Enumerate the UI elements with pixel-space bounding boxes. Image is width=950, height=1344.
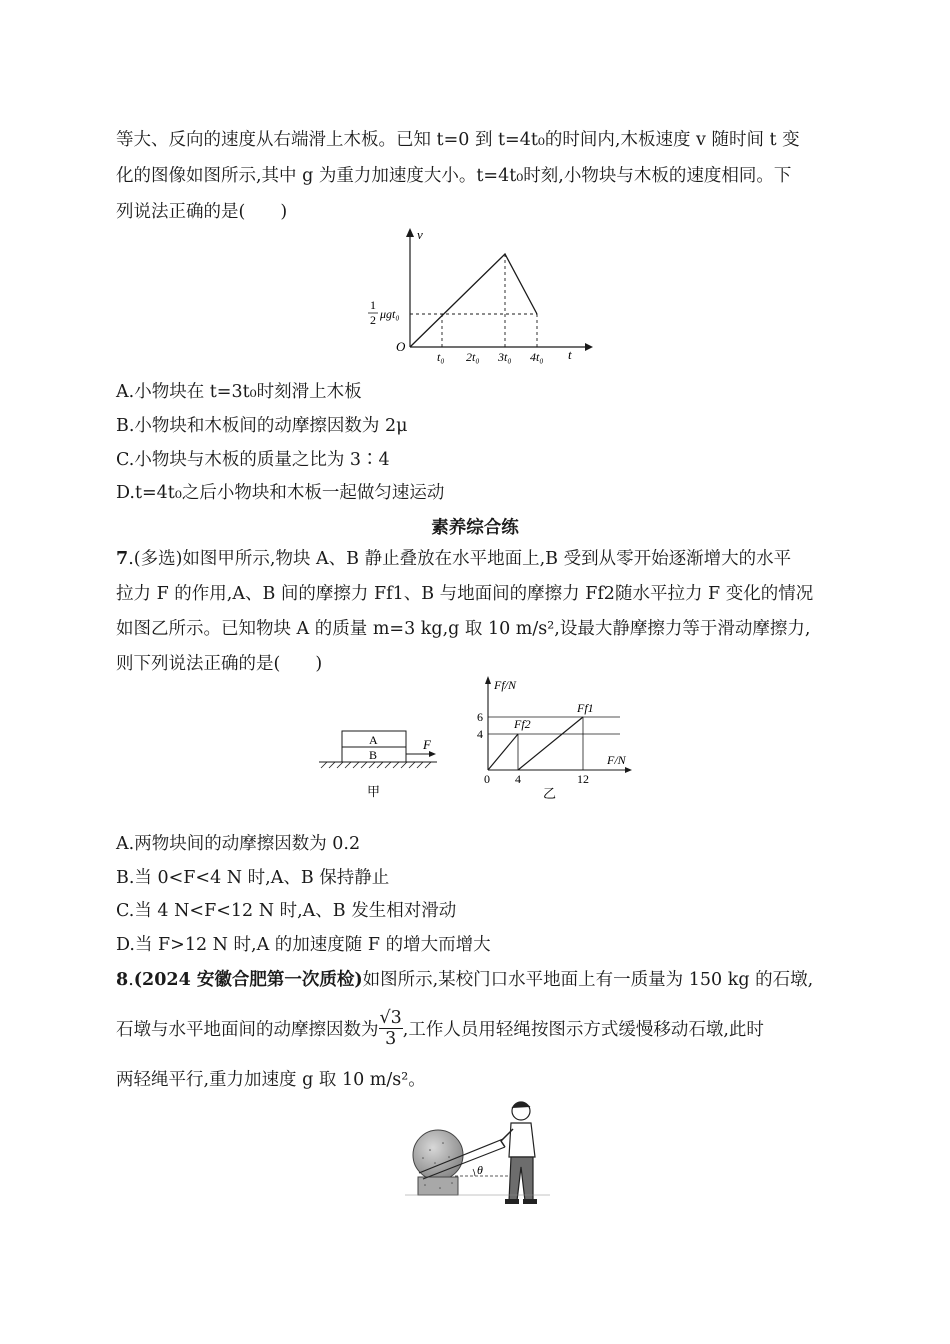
q6-option-b: B.小物块和木板间的动摩擦因数为 2μ [116,416,408,436]
ff2-line [488,734,518,770]
q7-option-c: C.当 4 N<F<12 N 时,A、B 发生相对滑动 [116,901,457,921]
tick-t0: t₀ [437,350,445,364]
x-axis-label: t [568,347,572,362]
block-a-label: A [369,733,378,747]
x-tick-4: 4 [515,772,521,786]
q7-text-line-1 [116,547,791,571]
y-label-rest: μgt₀ [380,307,400,321]
velocity-line [410,254,537,347]
angle-label: θ [477,1163,483,1177]
q7-text-line-3: 如图乙所示。已知物块 A 的质量 m=3 kg,g 取 10 m/s²,设最大静摩擦力等于滑动摩擦力, [116,619,811,639]
x-axis-arrow [585,343,593,351]
angle-arc [473,1169,475,1176]
yi-x-axis-label: F/N [607,753,626,767]
x-tick-12: 12 [577,772,589,786]
section-heading: 素养综合练 [431,518,519,538]
tick-2t0: 2t₀ [466,350,480,364]
y-label-frac-num: 1 [370,298,376,312]
worker-shoe-right [523,1199,537,1204]
caption-jia: 甲 [367,784,381,799]
block-b-label: B [369,748,378,762]
fraction-denominator: 3 [385,1029,397,1049]
y-axis-arrow [406,228,414,237]
yi-y-axis-label: Ff/N [494,678,517,692]
q8-line-1-rest: 如图所示,某校门口水平地面上有一质量为 150 kg 的石墩, [362,970,814,990]
x-tick-0: 0 [484,772,490,786]
worker-shoe-left [505,1199,519,1204]
caption-yi: 乙 [543,786,557,801]
q7-text-line-2: 拉力 F 的作用,A、B 间的摩擦力 Ff1、B 与地面间的摩擦力 Ff2随水平拉力 F 变化的情况 [116,584,814,604]
velocity-time-graph [360,225,600,370]
tick-4t0: 4t₀ [530,350,544,364]
stone-pier-illustration [405,1095,555,1207]
q7-number: 7 [116,549,129,569]
q6-option-a: A.小物块在 t=3t₀时刻滑上木板 [116,382,362,402]
q8-text-line-2 [116,1010,764,1051]
worker-pants [509,1157,533,1201]
figure-jia [315,720,445,805]
q6-text-line-3: 列说法正确的是( ) [116,202,288,222]
q8-line-2-pre: 石墩与水平地面间的动摩擦因数为 [116,1020,379,1040]
q7-text-line-4: 则下列说法正确的是( ) [116,654,323,674]
tick-3t0: 3t₀ [498,350,512,364]
worker-shirt [509,1123,535,1157]
y-tick-4: 4 [477,727,483,741]
q7-option-b: B.当 0<F<4 N 时,A、B 保持静止 [116,868,390,888]
q6-text-line-1: 等大、反向的速度从右端滑上木板。已知 t=0 到 t=4t₀的时间内,木板速度 v 随时间 t 变 [116,130,800,150]
friction-coefficient-fraction [379,1008,403,1049]
q8-period: . [128,970,134,990]
q7-line-1-text: .(多选)如图甲所示,物块 A、B 静止叠放在水平地面上,B 受到从零开始逐渐增大的水平 [128,549,792,569]
stone-base [418,1177,458,1195]
ff1-label: Ff1 [577,701,594,715]
q6-text-line-2: 化的图像如图所示,其中 g 为重力加速度大小。t=4t₀时刻,小物块与木板的速度相同。下 [116,166,792,186]
y-tick-6: 6 [477,710,483,724]
q7-option-d: D.当 F>12 N 时,A 的加速度随 F 的增大而增大 [116,935,491,955]
origin-label: O [396,339,406,354]
q8-number: 8 [116,970,129,990]
yi-x-axis-arrow [625,767,632,773]
q6-option-c: C.小物块与木板的质量之比为 3∶4 [116,450,390,470]
force-label: F [423,737,431,752]
yi-y-axis-arrow [485,676,491,684]
q7-option-a: A.两物块间的动摩擦因数为 0.2 [116,834,361,854]
q6-option-d: D.t=4t₀之后小物块和木板一起做匀速运动 [116,483,445,503]
y-axis-label: v [417,227,423,242]
ff2-label: Ff2 [514,717,531,731]
figure-yi-graph [470,672,640,807]
q8-text-line-1 [116,968,813,992]
q8-line-2-post: ,工作人员用轻绳按图示方式缓慢移动石墩,此时 [402,1020,764,1040]
q8-source: (2024 安徽合肥第一次质检) [133,970,363,990]
q8-text-line-3: 两轻绳平行,重力加速度 g 取 10 m/s²。 [116,1070,426,1090]
ground-hatching [321,762,431,768]
y-label-frac-den: 2 [370,313,376,327]
fraction-numerator: √3 [379,1008,402,1028]
